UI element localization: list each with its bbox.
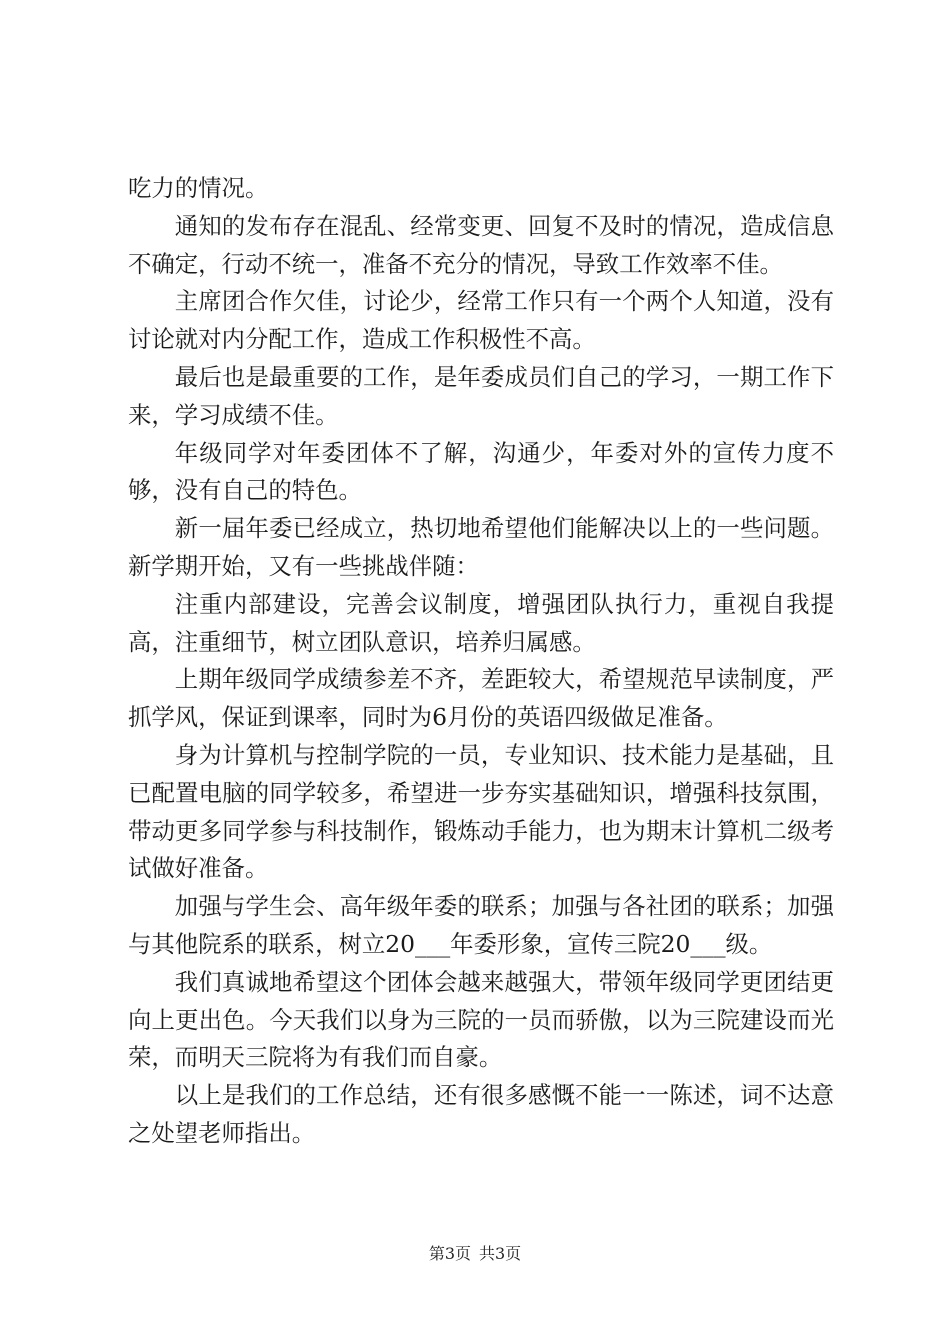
paragraph: 主席团合作欠佳，讨论少，经常工作只有一个两个人知道，没有讨论就对内分配工作，造成工作积极性不高。 (128, 287, 834, 354)
document-body (128, 170, 834, 1153)
paragraph: 最后也是最重要的工作，是年委成员们自己的学习，一期工作下来，学习成绩不佳。 (128, 362, 834, 429)
paragraph: 注重内部建设，完善会议制度，增强团队执行力，重视自我提高，注重细节，树立团队意识，培养归属感。 (128, 589, 834, 656)
page-total: 共3页 (479, 1244, 522, 1263)
paragraph: 吃力的情况。 (128, 174, 269, 202)
paragraph: 年级同学对年委团体不了解，沟通少，年委对外的宣传力度不够，没有自己的特色。 (128, 438, 834, 505)
page-number: 第3页 (428, 1244, 471, 1263)
paragraph: 身为计算机与控制学院的一员，专业知识、技术能力是基础，且已配置电脑的同学较多，希望进一步夯实基础知识，增强科技氛围，带动更多同学参与科技制作，锻炼动手能力，也为期末计算机二级考试做好准备。 (128, 740, 834, 883)
page-footer (0, 1244, 950, 1264)
paragraph: 以上是我们的工作总结，还有很多感慨不能一一陈述，词不达意之处望老师指出。 (128, 1081, 834, 1147)
paragraph: 上期年级同学成绩参差不齐，差距较大，希望规范早读制度，严抓学风，保证到课率，同时为6月份的英语四级做足准备。 (128, 665, 834, 732)
paragraph: 新一届年委已经成立，热切地希望他们能解决以上的一些问题。新学期开始，又有一些挑战伴随： (128, 514, 834, 580)
paragraph: 通知的发布存在混乱、经常变更、回复不及时的情况，造成信息不确定，行动不统一，准备不充分的情况，导致工作效率不佳。 (128, 211, 834, 278)
paragraph: 我们真诚地希望这个团体会越来越强大，带领年级同学更团结更向上更出色。今天我们以身为三院的一员而骄傲，以为三院建设而光荣，而明天三院将为有我们而自豪。 (128, 967, 834, 1072)
paragraph: 加强与学生会、高年级年委的联系；加强与各社团的联系；加强与其他院系的联系，树立20___年委形象，宣传三院20___级。 (128, 892, 834, 958)
